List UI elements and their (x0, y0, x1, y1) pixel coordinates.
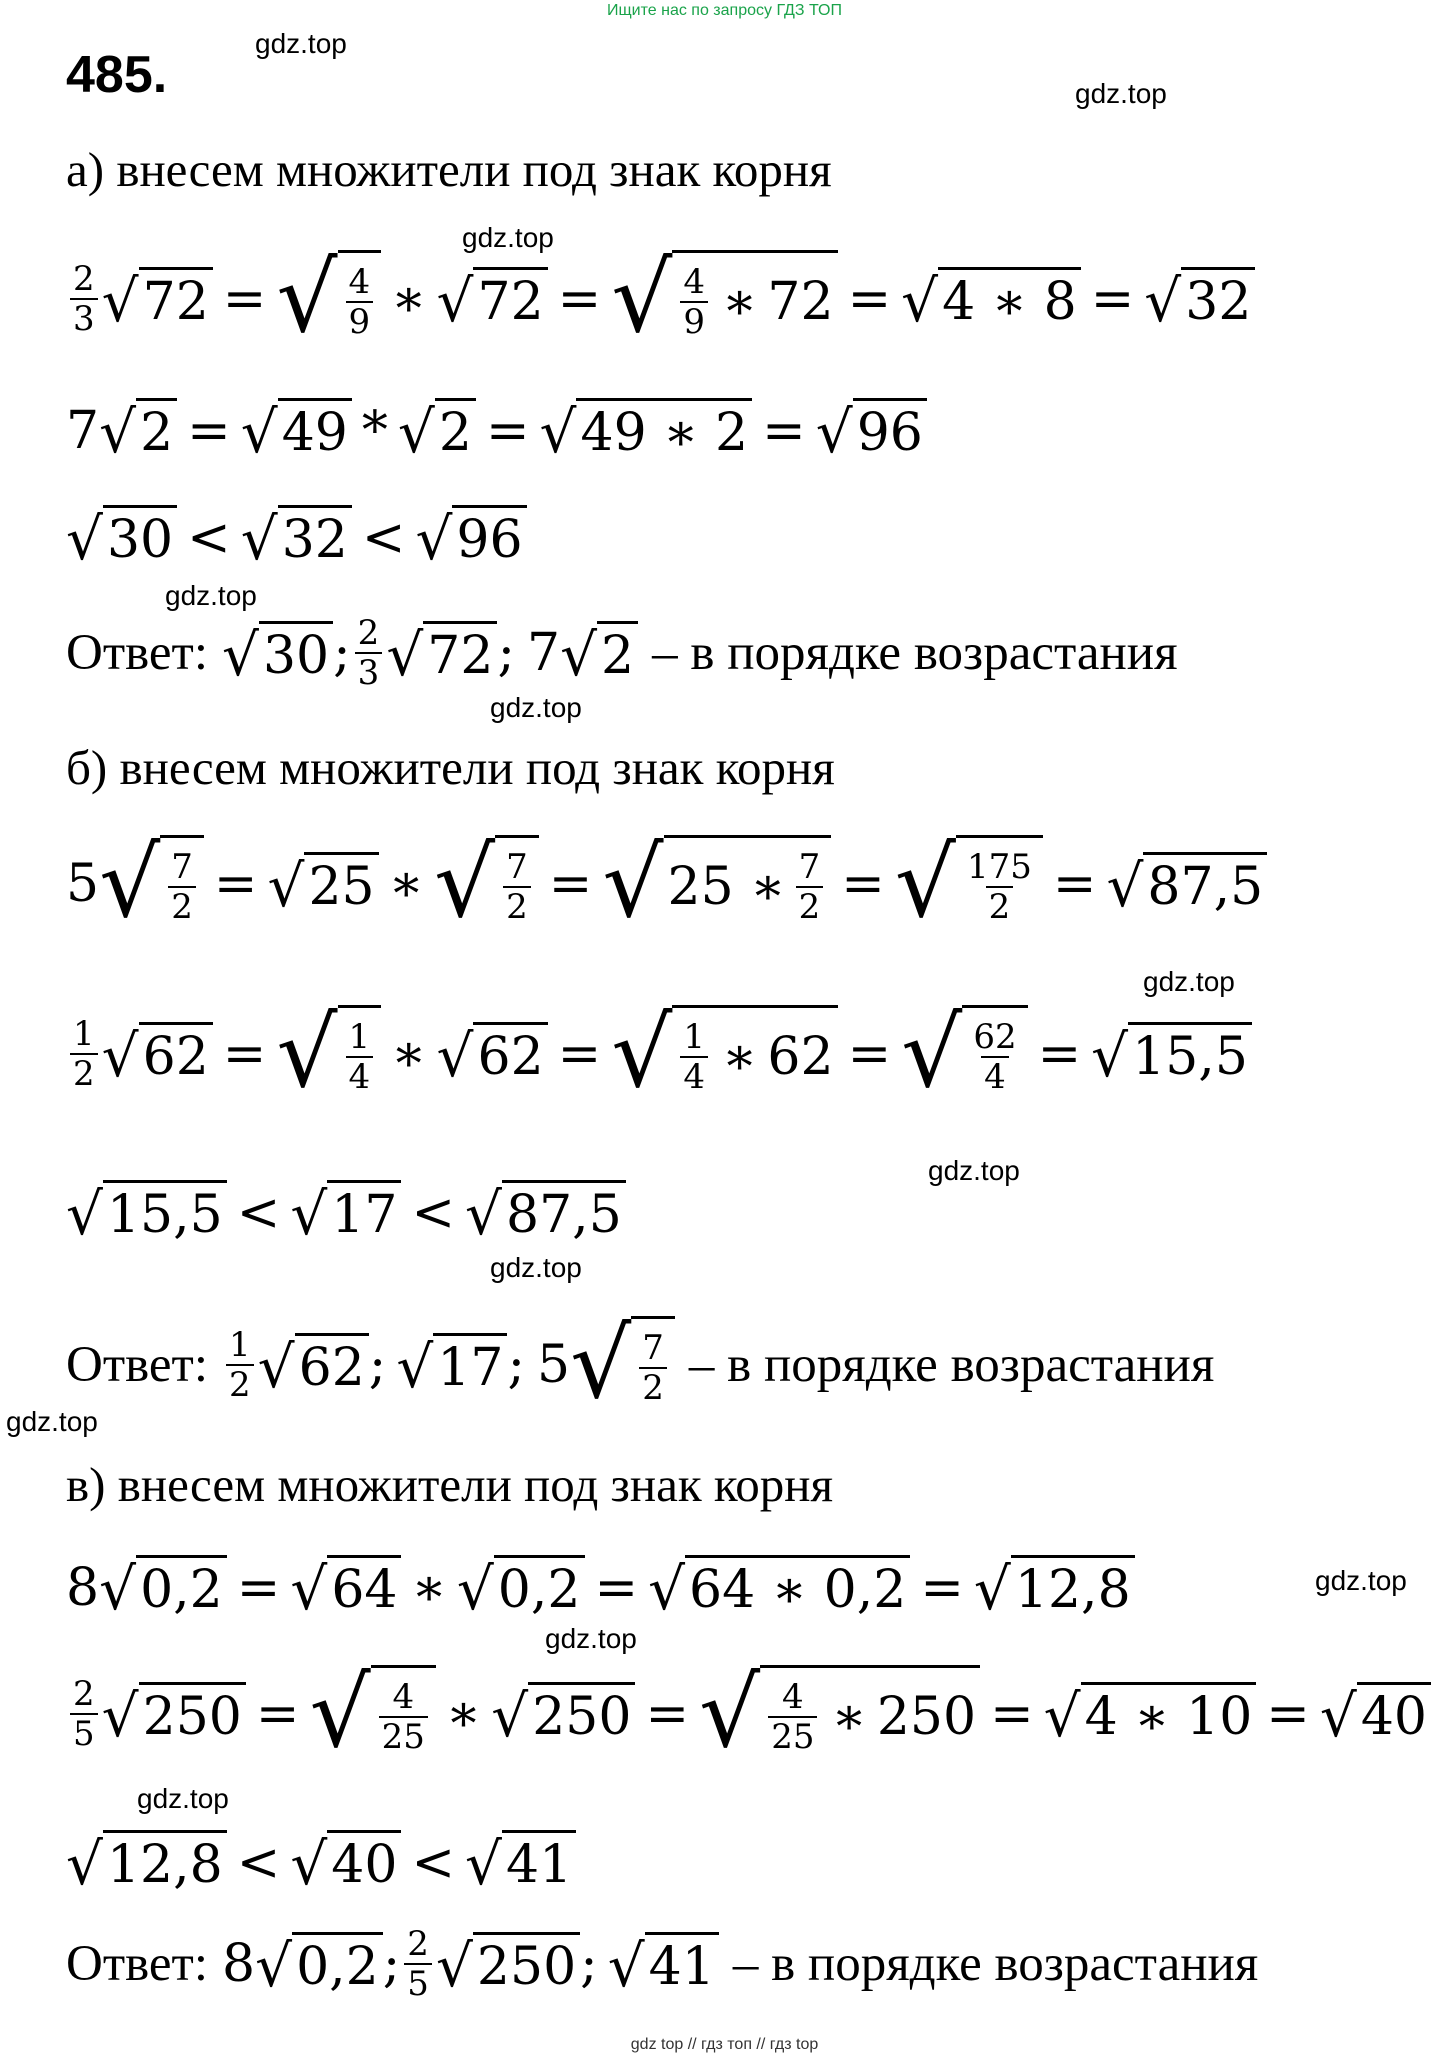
watermark: gdz.top (490, 1252, 582, 1283)
part-c-line-3: √ 12,8 < √ 40 < √ 41 (66, 1830, 576, 1895)
problem-number: 485. (66, 46, 168, 104)
watermark: gdz.top (1075, 78, 1167, 109)
promo-banner: Ищите нас по запросу ГДЗ ТОП (607, 2, 842, 19)
watermark: gdz.top (490, 692, 582, 723)
part-c-line-1: 8 √ 0,2 = √ 64 ∗ √ 0,2 = √ 64 ∗ 0,2 = √ 12,8 (66, 1555, 1135, 1620)
watermark: gdz.top (545, 1623, 637, 1654)
sqrt: √ 72 (102, 267, 213, 332)
watermark: gdz.top (255, 28, 347, 59)
footer: gdz top // гдз топ // гдз top (630, 2036, 819, 2053)
watermark: gdz.top (1315, 1565, 1407, 1596)
sqrt: √ 72 (437, 267, 548, 332)
part-a-heading: а) внесем множители под знак корня (66, 142, 832, 197)
watermark: gdz.top (928, 1155, 1020, 1186)
watermark: gdz.top (165, 580, 257, 611)
sqrt: √ 4 ∗ 8 (901, 267, 1081, 332)
part-b-answer: Ответ: $\frac{1}{2}$ √ 62 ; √ 17 ; 5 √ $\frac{7}{2}$ – в порядке возрастания (66, 1308, 1215, 1420)
part-c-line-2: $\frac{2}{5}$ √ 250 = √ $\frac{4}{25}$ ∗ √ 250 = √ $\frac{4}{25}$ ∗ 250 = √ 4 ∗ 10 = √ 40 (66, 1665, 1431, 1763)
part-c-answer: Ответ: 8 √ 0,2 ; $\frac{2}{5}$ √ 250 ; √ 41 – в порядке возрастания (66, 1924, 1259, 2004)
part-b-line-1: 5 √ $\frac{7}{2}$ = √ 25 ∗ √ $\frac{7}{2}$ = √ 25 ∗ $\frac{7}{2}$ = √ $\frac{175}{2}$ = √ 87,5 (66, 835, 1267, 933)
part-a-line-3: √ 30 < √ 32 < √ 96 (66, 505, 527, 570)
part-b-heading: б) внесем множители под знак корня (66, 740, 835, 795)
part-a-answer: Ответ: √ 30 ; $\frac{2}{3}$ √ 72 ; 7 √ 2 – в порядке возрастания (66, 613, 1178, 693)
sqrt: √ $\frac{4}{9}$ ∗ 72 (611, 250, 837, 348)
part-c-heading: в) внесем множители под знак корня (66, 1457, 834, 1512)
watermark: gdz.top (137, 1783, 229, 1814)
part-b-line-3: √ 15,5 < √ 17 < √ 87,5 (66, 1180, 626, 1245)
watermark: gdz.top (462, 222, 554, 253)
part-a-line-1: $\frac{2}{3}$ √ 72 = √ $\frac{4}{9}$ ∗ √ 72 = √ $\frac{4}{9}$ ∗ 72 = √ 4 ∗ 8 = √ 32 (66, 250, 1255, 348)
sqrt: √ $\frac{4}{9}$ (276, 250, 381, 348)
part-b-line-2: $\frac{1}{2}$ √ 62 = √ $\frac{1}{4}$ ∗ √ 62 = √ $\frac{1}{4}$ ∗ 62 = √ $\frac{62}{4}$ = √ 15,5 (66, 1005, 1252, 1103)
watermark: gdz.top (6, 1406, 98, 1437)
watermark: gdz.top (1143, 966, 1235, 997)
sqrt: √ 32 (1144, 267, 1255, 332)
part-a-line-2: 7 √ 2 = √ 49 * √ 2 = √ 49 ∗ 2 = √ 96 (66, 398, 927, 463)
fraction: $\frac{2}{3}$ (70, 260, 98, 338)
